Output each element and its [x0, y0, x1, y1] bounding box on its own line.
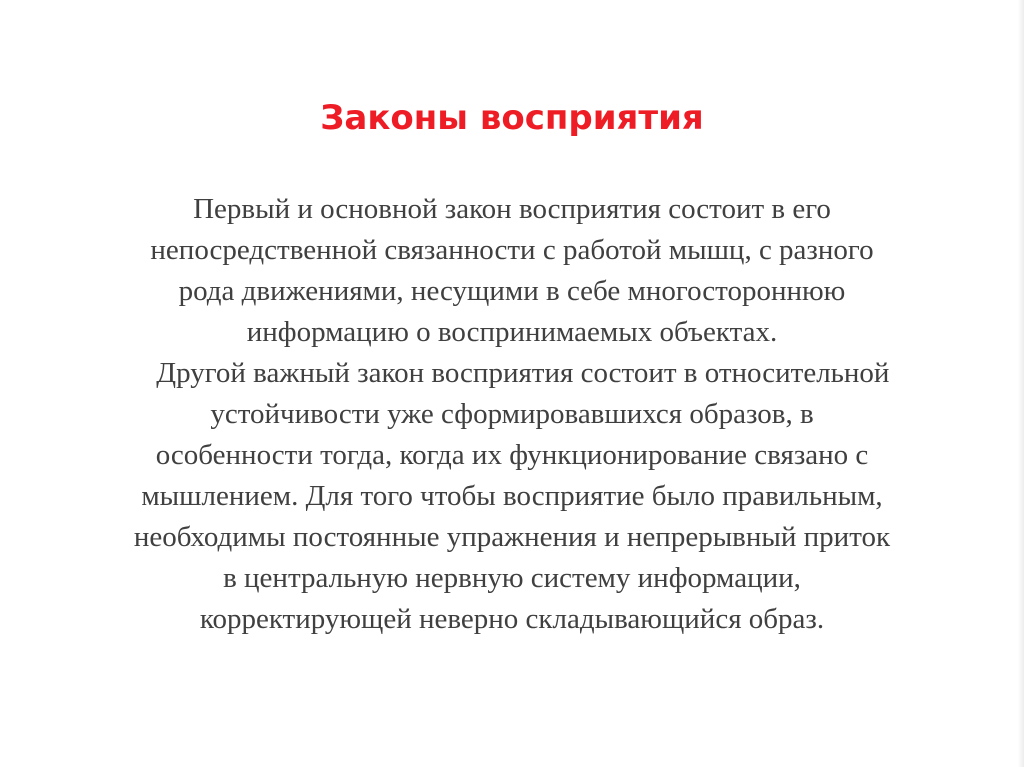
text-line: в центральную нервную систему информации,	[223, 562, 801, 594]
paragraph-first-law	[60, 189, 964, 353]
text-line: особенности тогда, когда их функционирование связано с	[155, 439, 869, 471]
text-line: корректирующей неверно складывающийся образ.	[199, 603, 825, 635]
text-line: мышлением. Для того чтобы восприятие было правильным,	[141, 480, 883, 512]
text-line: информацию о воспринимаемых объектах.	[246, 316, 778, 348]
text-line: необходимы постоянные упражнения и непрерывный приток	[133, 521, 891, 553]
text-line: устойчивости уже сформировавшихся образов, в	[210, 398, 814, 430]
paragraph-second-law	[60, 353, 964, 640]
text-line: Другой важный закон восприятия состоит в относительной	[134, 357, 890, 389]
slide-body	[60, 189, 964, 640]
slide-title: Законы восприятия	[320, 98, 704, 138]
text-line: рода движениями, несущими в себе многостороннюю	[178, 275, 846, 307]
text-line: Первый и основной закон восприятия состоит в его	[193, 193, 831, 225]
text-line: непосредственной связанности с работой мышц, с разного	[150, 234, 874, 266]
